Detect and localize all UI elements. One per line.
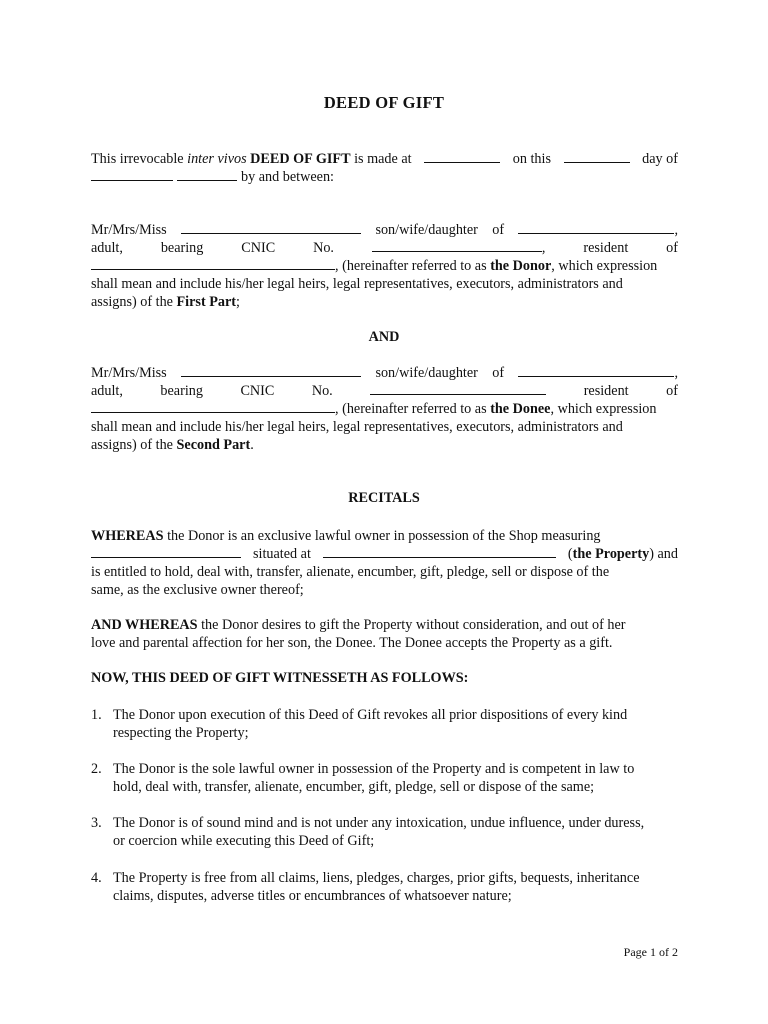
donor-heirs-text: shall mean and include his/her legal heirs, legal representatives, executors, administrators and — [91, 276, 623, 292]
donee-heirs-text: shall mean and include his/her legal heirs, legal representatives, executors, administrators and — [91, 419, 623, 435]
donor-cnic-blank[interactable] — [372, 239, 542, 252]
and-heading: AND — [368, 329, 400, 345]
donee-address-blank[interactable] — [91, 400, 335, 413]
by-and-between-text: by and between: — [241, 169, 334, 185]
recital-1-paragraph: WHEREAS the Donor is an exclusive lawful owner in possession of the Shop measuring situated at (the Property) and is entitled to hold, deal with, transfer, alienate, encumber, gift, pledge, sell or dispose of the same, as the exclusive owner thereof; — [91, 528, 678, 598]
recitals-heading: RECITALS — [348, 490, 420, 506]
donor-title-label: Mr/Mrs/Miss — [91, 222, 167, 238]
donor-of-label: of — [492, 222, 505, 238]
document-title: DEED OF GIFT — [323, 93, 445, 112]
document-page: DEED OF GIFT This irrevocable inter vivos DEED OF GIFT is made at on this day of by and between: Mr/Mrs/Miss son/wife/daughter of , adult, bearing CNIC No. , resident of , (hereinafter referred to as the Donor, which expression shall mean and include his/her legal heirs, legal representatives, executors, administrators and assigns) of the First Part; AND Mr/Mrs/Miss son/wife/daughter of , adult, bearing CNIC No. resident of , (hereinafter referred to as the Donee, which expression shall mean and include his/her legal heirs, legal representatives, executors, administrators and assigns) of the Second Part. RECITALS WHEREAS the Donor is an exclusive lawful owner in possession of the Shop measuring situated at (the Property) and is entitled to hold, deal with, transfer, alienate, encumber, gift, pledge, sell or dispose of the same, as the exclusive owner thereof; AND WHEREAS the Donor desires to gift the Property without consideration, and out of her love and parental affection for her son, the Donee. The Donee accepts the Property as a gift. NOW, THIS DEED OF GIFT WITNESSETH AS FOLLOWS: 1. The Donor upon execution of this Deed of Gift revokes all prior dispositions of every kind respecting the Property; 2. The Donor is the sole lawful owner in possession of the Property and is competent in law to hold, deal with, transfer, alienate, encumber, gift, pledge, sell or dispose of the same; 3. The Donor is of sound mind and is not under any intoxication, undue influence, under duress, or coercion while executing this Deed of Gift; 4. The Property is free from all claims, liens, pledges, charges, prior gifts, bequests, inheritance claims, disputes, adverse titles or encumbrances of whatsoever nature; Page 1 of 2 — [0, 0, 768, 1024]
day-of-text: day of — [642, 151, 678, 167]
donee-parent-blank[interactable] — [518, 364, 674, 377]
shop-location-blank[interactable] — [323, 545, 556, 558]
year-blank[interactable] — [177, 168, 237, 181]
shop-measurement-blank[interactable] — [91, 545, 241, 558]
donor-parent-blank[interactable] — [518, 221, 674, 234]
donee-cnic-blank[interactable] — [370, 382, 546, 395]
page-number: Page 1 of 2 — [623, 945, 678, 959]
day-blank[interactable] — [564, 150, 630, 163]
donor-address-blank[interactable] — [91, 257, 335, 270]
donor-name-blank[interactable] — [181, 221, 361, 234]
donor-relation-label: son/wife/daughter — [375, 222, 478, 238]
place-blank[interactable] — [424, 150, 500, 163]
recital-2-paragraph: AND WHEREAS the Donor desires to gift the Property without consideration, and out of her love and parental affection for her son, the Donee. The Donee accepts the Property as a gift. — [91, 617, 626, 651]
witnesseth-heading: NOW, THIS DEED OF GIFT WITNESSETH AS FOLLOWS: — [91, 670, 469, 686]
donor-paragraph: Mr/Mrs/Miss son/wife/daughter of , adult, bearing CNIC No. , resident of , (hereinafter referred to as the Donor, which expression shall mean and include his/her legal heirs, legal representatives, executors, administrators and assigns) of the First Part; — [91, 222, 678, 310]
intro-paragraph — [91, 150, 678, 186]
month-blank[interactable] — [91, 168, 173, 181]
donee-name-blank[interactable] — [181, 364, 361, 377]
donee-relation-label: son/wife/daughter — [375, 365, 478, 381]
donee-paragraph: Mr/Mrs/Miss son/wife/daughter of , adult, bearing CNIC No. resident of , (hereinafter referred to as the Donee, which expression shall mean and include his/her legal heirs, legal representatives, executors, administrators and assigns) of the Second Part. — [91, 365, 678, 453]
on-this-text: on this — [512, 151, 551, 167]
donee-title-label: Mr/Mrs/Miss — [91, 365, 167, 381]
intro-line-1-text: This irrevocable inter vivos DEED OF GIFT is made at — [91, 151, 412, 167]
donee-of-label: of — [492, 365, 505, 381]
